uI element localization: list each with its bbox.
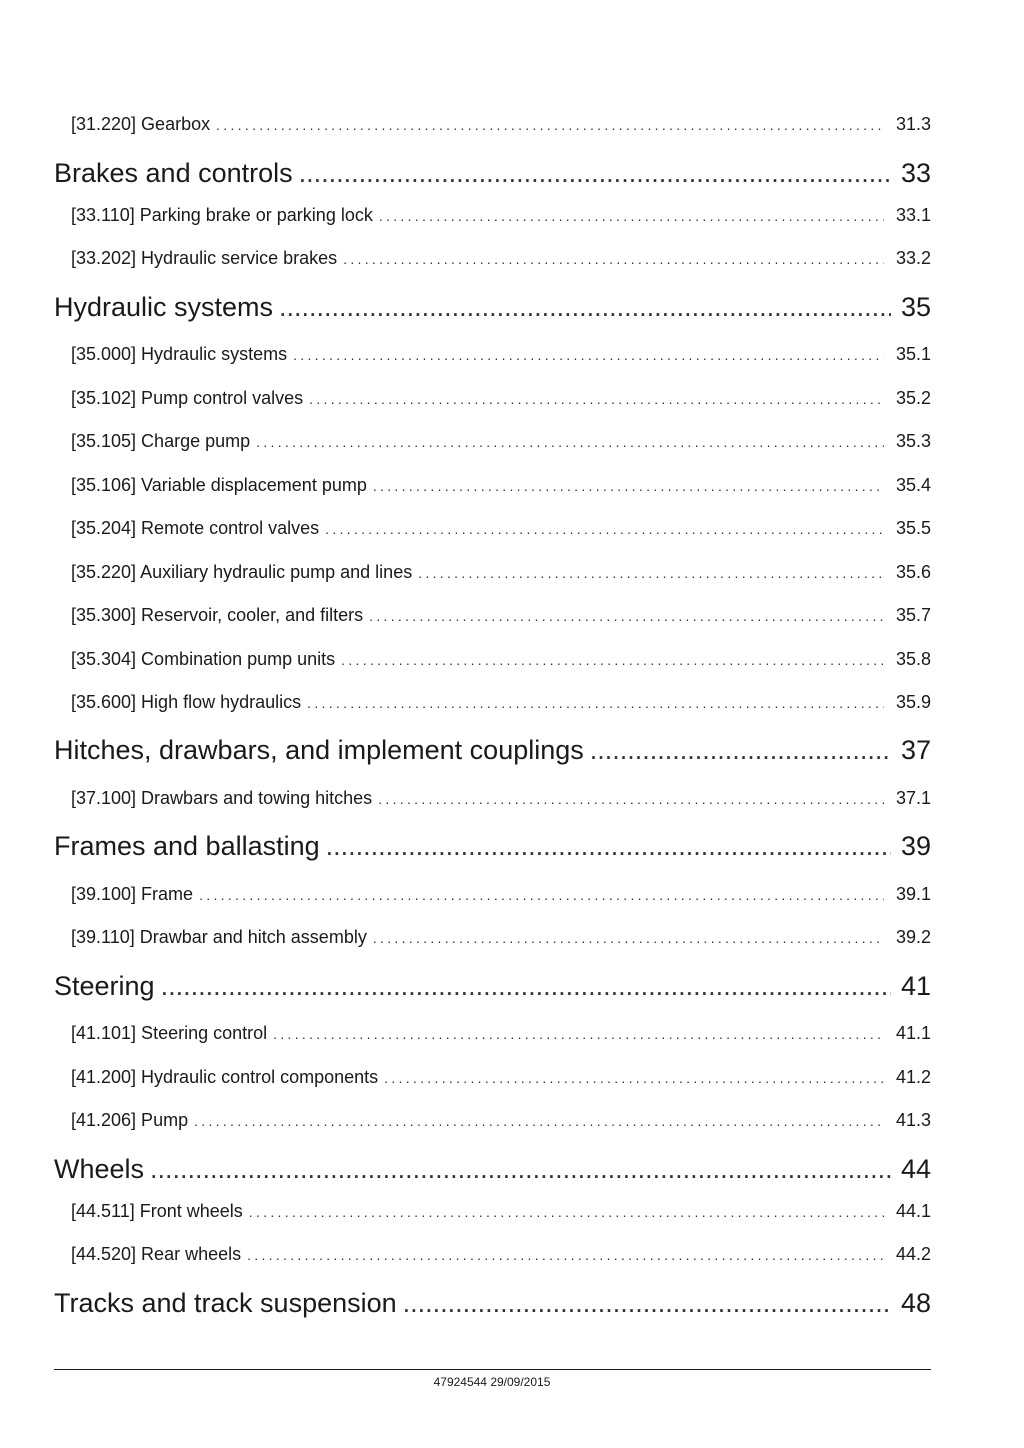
toc-entry-41-200[interactable]: [0, 1067, 1024, 1088]
toc-section-page: 35: [900, 292, 931, 322]
footer-doc-code: 47924544 29/09/2015: [433, 1375, 551, 1389]
toc-entry-page: 44.1: [895, 1201, 931, 1221]
toc-entry-title: [44.520] Rear wheels: [71, 1244, 242, 1264]
toc-entry-41-101[interactable]: [0, 1023, 1024, 1044]
toc-section-page: 41: [900, 971, 931, 1001]
toc-section-page: 39: [900, 831, 931, 861]
toc-entry-page: 41.1: [895, 1023, 931, 1043]
toc-entry-page: 35.9: [895, 692, 931, 712]
toc-entry-31-220[interactable]: [0, 114, 1024, 135]
toc-section-hitches[interactable]: [0, 735, 1024, 766]
toc-entry-35-106[interactable]: [0, 475, 1024, 496]
toc-entry-35-300[interactable]: [0, 605, 1024, 626]
toc-section-tracks[interactable]: [0, 1288, 1024, 1319]
toc-section-title: Steering: [54, 971, 155, 1001]
toc-entry-title: [39.100] Frame: [71, 884, 194, 904]
toc-entry-page: 35.6: [895, 562, 931, 582]
toc-entry-title: [31.220] Gearbox: [71, 114, 211, 134]
toc-section-steering[interactable]: [0, 971, 1024, 1002]
toc-section-page: 44: [900, 1154, 931, 1184]
toc-dot-leader: [199, 887, 884, 903]
toc-dot-leader: [341, 652, 884, 668]
toc-dot-leader: [150, 1154, 891, 1185]
toc-entry-title: [35.220] Auxiliary hydraulic pump and lines: [71, 562, 413, 582]
toc-entry-page: 39.2: [895, 927, 931, 947]
toc-dot-leader: [343, 251, 884, 267]
toc-section-title: Brakes and controls: [54, 158, 293, 188]
toc-entry-37-100[interactable]: [0, 788, 1024, 809]
toc-dot-leader: [326, 831, 891, 862]
toc-dot-leader: [273, 1026, 884, 1042]
toc-dot-leader: [299, 158, 891, 189]
toc-dot-leader: [161, 971, 891, 1002]
toc-entry-title: [35.600] High flow hydraulics: [71, 692, 302, 712]
toc-entry-page: 41.3: [895, 1110, 931, 1130]
toc-dot-leader: [256, 434, 884, 450]
toc-entry-35-204[interactable]: [0, 518, 1024, 539]
toc-entry-35-105[interactable]: [0, 431, 1024, 452]
toc-dot-leader: [279, 292, 891, 323]
toc-section-title: Hitches, drawbars, and implement couplings: [54, 735, 584, 765]
toc-entry-title: [39.110] Drawbar and hitch assembly: [71, 927, 367, 947]
toc-entry-page: 37.1: [895, 788, 931, 808]
toc-section-frames-and-ballasting[interactable]: [0, 831, 1024, 862]
toc-entry-title: [35.204] Remote control valves: [71, 518, 320, 538]
toc-dot-leader: [384, 1070, 884, 1086]
toc-entry-page: 41.2: [895, 1067, 931, 1087]
toc-entry-title: [35.300] Reservoir, cooler, and filters: [71, 605, 364, 625]
footer-rule: [54, 1369, 931, 1370]
toc-entry-33-202[interactable]: [0, 248, 1024, 269]
toc-dot-leader: [590, 735, 891, 766]
toc-entry-title: [35.000] Hydraulic systems: [71, 344, 288, 364]
toc-entry-title: [41.206] Pump: [71, 1110, 189, 1130]
toc-section-wheels[interactable]: [0, 1154, 1024, 1185]
toc-entry-35-220[interactable]: [0, 562, 1024, 583]
toc-entry-title: [33.110] Parking brake or parking lock: [71, 205, 373, 225]
toc-entry-title: [41.101] Steering control: [71, 1023, 268, 1043]
toc-dot-leader: [403, 1288, 891, 1319]
toc-entry-page: 31.3: [895, 114, 931, 134]
toc-section-brakes-and-controls[interactable]: [0, 158, 1024, 189]
toc-entry-33-110[interactable]: [0, 205, 1024, 226]
toc-dot-leader: [373, 478, 884, 494]
toc-section-title: Frames and ballasting: [54, 831, 320, 861]
toc-dot-leader: [216, 117, 884, 133]
toc-entry-39-110[interactable]: [0, 927, 1024, 948]
toc-dot-leader: [307, 695, 884, 711]
toc-dot-leader: [249, 1204, 884, 1220]
toc-dot-leader: [369, 608, 884, 624]
toc-entry-page: 35.7: [895, 605, 931, 625]
toc-entry-page: 35.2: [895, 388, 931, 408]
toc-dot-leader: [373, 930, 884, 946]
toc-section-page: 37: [900, 735, 931, 765]
toc-dot-leader: [194, 1113, 884, 1129]
toc-entry-title: [35.105] Charge pump: [71, 431, 251, 451]
toc-dot-leader: [247, 1247, 884, 1263]
toc-entry-39-100[interactable]: [0, 884, 1024, 905]
toc-entry-page: 35.4: [895, 475, 931, 495]
toc-entry-page: 39.1: [895, 884, 931, 904]
toc-entry-title: [35.102] Pump control valves: [71, 388, 304, 408]
toc-dot-leader: [378, 791, 884, 807]
toc-entry-44-520[interactable]: [0, 1244, 1024, 1265]
toc-entry-page: 33.2: [895, 248, 931, 268]
toc-dot-leader: [325, 521, 884, 537]
toc-dot-leader: [379, 208, 884, 224]
toc-dot-leader: [309, 391, 884, 407]
toc-entry-title: [37.100] Drawbars and towing hitches: [71, 788, 373, 808]
toc-entry-35-000[interactable]: [0, 344, 1024, 365]
toc-entry-page: 44.2: [895, 1244, 931, 1264]
toc-entry-title: [33.202] Hydraulic service brakes: [71, 248, 338, 268]
toc-entry-title: [35.304] Combination pump units: [71, 649, 336, 669]
toc-entry-title: [41.200] Hydraulic control components: [71, 1067, 379, 1087]
toc-entry-35-600[interactable]: [0, 692, 1024, 713]
toc-section-page: 48: [900, 1288, 931, 1318]
toc-entry-page: 35.5: [895, 518, 931, 538]
toc-entry-title: [35.106] Variable displacement pump: [71, 475, 367, 495]
toc-section-title: Hydraulic systems: [54, 292, 274, 322]
toc-entry-35-102[interactable]: [0, 388, 1024, 409]
toc-entry-44-511[interactable]: [0, 1201, 1024, 1222]
toc-entry-page: 35.8: [895, 649, 931, 669]
toc-section-hydraulic-systems[interactable]: [0, 292, 1024, 323]
toc-entry-title: [44.511] Front wheels: [71, 1201, 243, 1221]
toc-entry-41-206[interactable]: [0, 1110, 1024, 1131]
toc-entry-35-304[interactable]: [0, 649, 1024, 670]
toc-dot-leader: [418, 565, 884, 581]
toc-entry-page: 33.1: [895, 205, 931, 225]
toc-section-title: Tracks and track suspension: [54, 1288, 397, 1318]
toc-dot-leader: [293, 347, 884, 363]
toc-section-page: 33: [900, 158, 931, 188]
toc-entry-page: 35.1: [895, 344, 931, 364]
toc-entry-page: 35.3: [895, 431, 931, 451]
toc-section-title: Wheels: [54, 1154, 145, 1184]
